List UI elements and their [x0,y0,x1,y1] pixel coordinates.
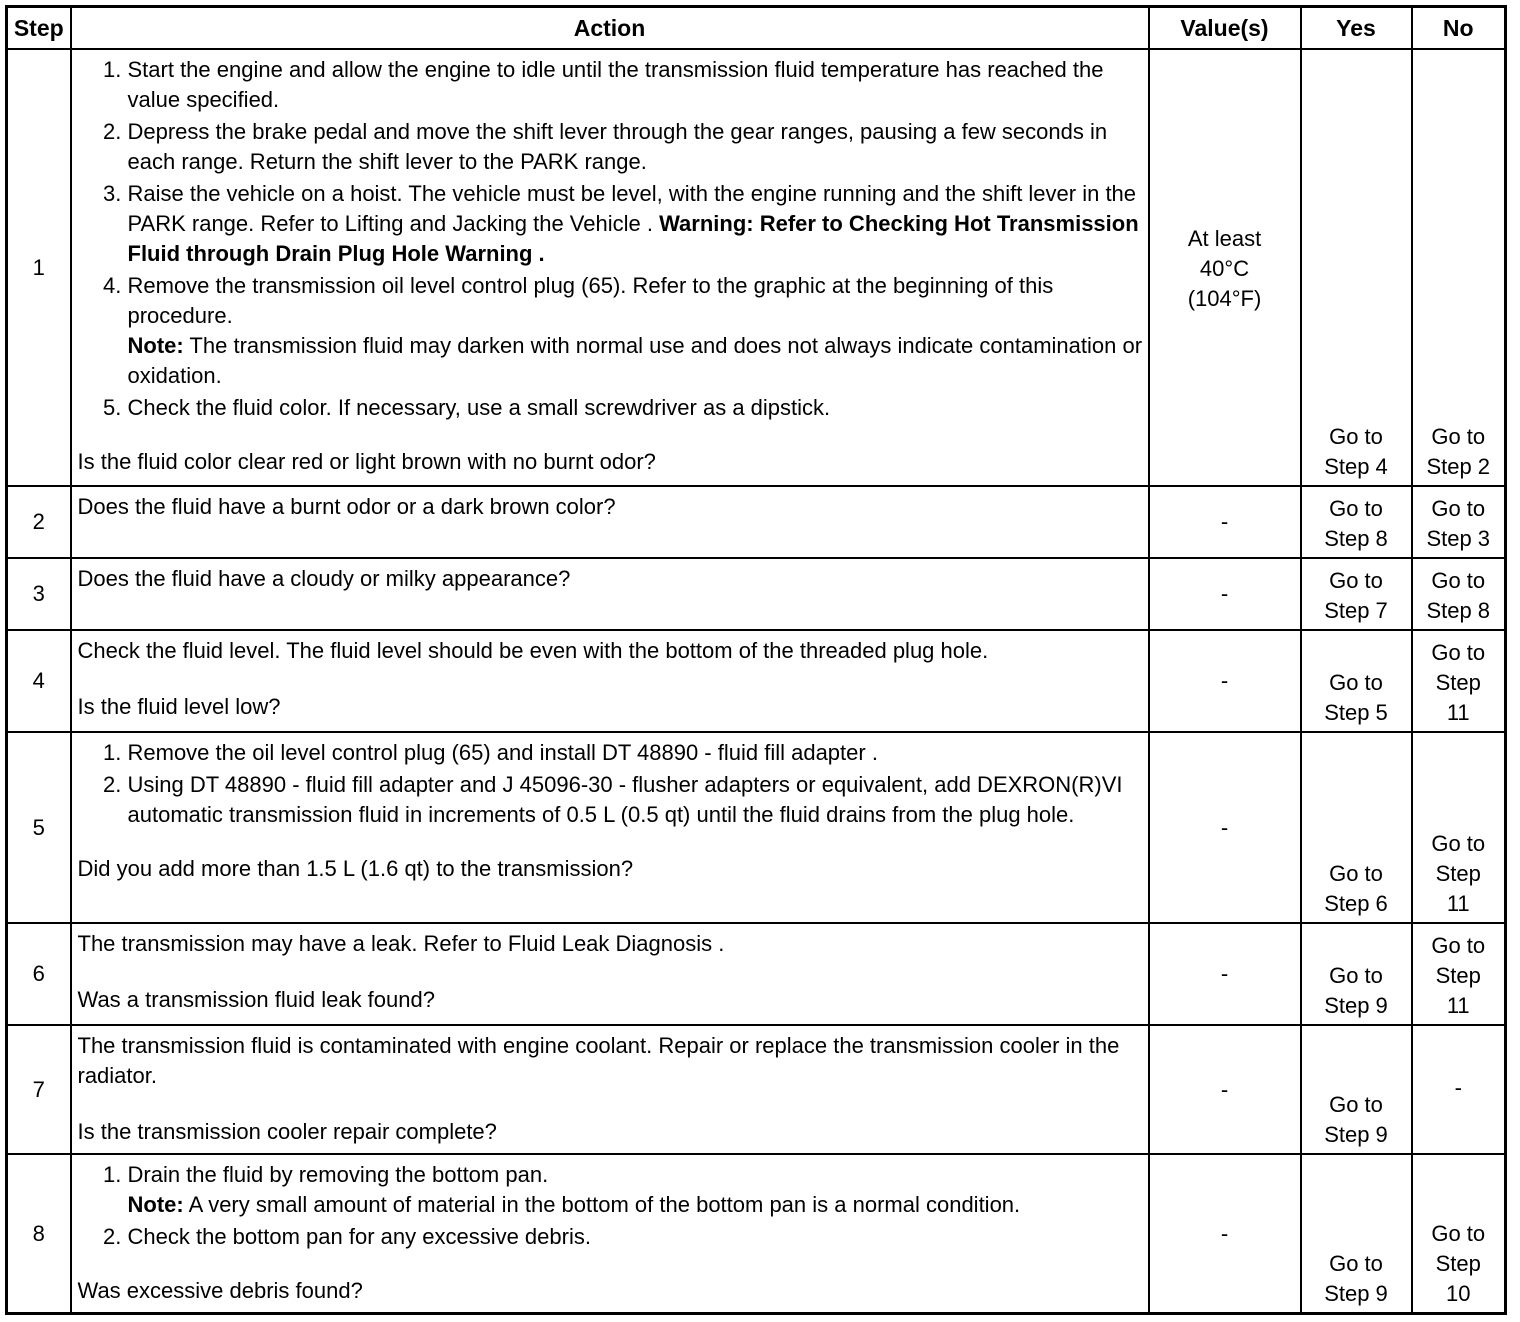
value-cell: At least 40°C (104°F) [1149,49,1301,486]
question-text: Is the fluid level low? [77,694,281,719]
header-action: Action [71,7,1149,50]
action-list [78,738,1144,830]
question-text: Is the transmission cooler repair complete? [77,1119,497,1144]
note-label: Note: [127,1192,184,1217]
value-cell: - [1149,1025,1301,1154]
yes-cell: Go to Step 6 [1301,732,1412,923]
no-cell: Go to Step 11 [1412,732,1506,923]
yes-cell: Go to Step 9 [1301,923,1412,1025]
list-item: 2. Depress the brake pedal and move the shift lever through the gear ranges, pausing a few seconds in each range. Return the shift lever to the PARK range. [128,117,1144,177]
header-values: Value(s) [1149,7,1301,50]
value-cell: - [1149,630,1301,732]
question-text: Was a transmission fluid leak found? [77,987,435,1012]
list-item: 2. Using DT 48890 - fluid fill adapter and J 45096-30 - flusher adapters or equivalent, add DEXRON(R)VI automatic transmission fluid in increments of 0.5 L (0.5 qt) until the fluid drains from the plug hole. [128,770,1144,830]
value-cell: - [1149,558,1301,630]
yes-cell: Go to Step 9 [1301,1025,1412,1154]
yes-cell: Go to Step 9 [1301,1154,1412,1314]
yes-cell: Go to Step 5 [1301,630,1412,732]
instruction-text: Check the fluid level. The fluid level should be even with the bottom of the threaded plug hole. [77,638,989,663]
no-cell: Go to Step 11 [1412,923,1506,1025]
value-cell: - [1149,1154,1301,1314]
list-item: 1. Start the engine and allow the engine to idle until the transmission fluid temperature has reached the value specified. [128,55,1144,115]
list-item: 4. Remove the transmission oil level control plug (65). Refer to the graphic at the beginning of this procedure. Note: The transmission fluid may darken with normal use and does not always indicate contamination or oxidation. [128,271,1144,391]
header-yes: Yes [1301,7,1412,50]
action-list [78,1160,1144,1252]
action-cell [71,1154,1149,1314]
header-row [7,7,1506,50]
table-row [7,732,1506,923]
table-row [7,49,1506,486]
value-cell: - [1149,732,1301,923]
instruction-text: The transmission may have a leak. Refer to Fluid Leak Diagnosis . [77,931,725,956]
table-row [7,923,1506,1025]
no-cell: Go to Step 11 [1412,630,1506,732]
yes-cell: Go to Step 8 [1301,486,1412,558]
no-cell: Go to Step 2 [1412,49,1506,486]
question-text: Is the fluid color clear red or light brown with no burnt odor? [77,449,656,474]
step-number: 1 [7,49,71,486]
action-cell [71,732,1149,923]
no-cell: Go to Step 3 [1412,486,1506,558]
action-cell: Does the fluid have a burnt odor or a dark brown color? [71,486,1149,558]
diagnostic-table [5,5,1507,1315]
action-cell: Does the fluid have a cloudy or milky appearance? [71,558,1149,630]
action-cell [71,49,1149,486]
no-cell: - [1412,1025,1506,1154]
table-row [7,1025,1506,1154]
yes-cell: Go to Step 7 [1301,558,1412,630]
action-cell [71,923,1149,1025]
list-item: 1. Remove the oil level control plug (65) and install DT 48890 - fluid fill adapter . [128,738,1144,768]
warning-text: Warning: Refer to Checking Hot Transmission Fluid through Drain Plug Hole Warning . [127,211,1139,266]
step-number: 6 [7,923,71,1025]
value-cell: - [1149,923,1301,1025]
table-row [7,558,1506,630]
table-row [7,486,1506,558]
step-number: 4 [7,630,71,732]
list-item: 5. Check the fluid color. If necessary, use a small screwdriver as a dipstick. [128,393,1144,423]
step-number: 5 [7,732,71,923]
yes-cell: Go to Step 4 [1301,49,1412,486]
note-label: Note: [127,333,184,358]
question-text: Did you add more than 1.5 L (1.6 qt) to the transmission? [77,856,634,881]
table-row [7,630,1506,732]
header-step: Step [7,7,71,50]
no-cell: Go to Step 10 [1412,1154,1506,1314]
action-list [78,55,1144,423]
table-row [7,1154,1506,1314]
instruction-text: The transmission fluid is contaminated with engine coolant. Repair or replace the transmission cooler in the radiator. [77,1033,1120,1088]
action-cell [71,630,1149,732]
list-item: 2. Check the bottom pan for any excessive debris. [128,1222,1144,1252]
step-number: 7 [7,1025,71,1154]
list-item: 3. Raise the vehicle on a hoist. The vehicle must be level, with the engine running and the shift lever in the PARK range. Refer to Lifting and Jacking the Vehicle . Warning: Refer to Checking Hot Transmission Fluid through Drain Plug Hole Warning . [128,179,1144,269]
question-text: Was excessive debris found? [77,1278,363,1303]
step-number: 3 [7,558,71,630]
value-cell: - [1149,486,1301,558]
header-no: No [1412,7,1506,50]
no-cell: Go to Step 8 [1412,558,1506,630]
step-number: 8 [7,1154,71,1314]
step-number: 2 [7,486,71,558]
action-cell [71,1025,1149,1154]
list-item: 1. Drain the fluid by removing the bottom pan. Note: A very small amount of material in the bottom of the bottom pan is a normal condition. [128,1160,1144,1220]
